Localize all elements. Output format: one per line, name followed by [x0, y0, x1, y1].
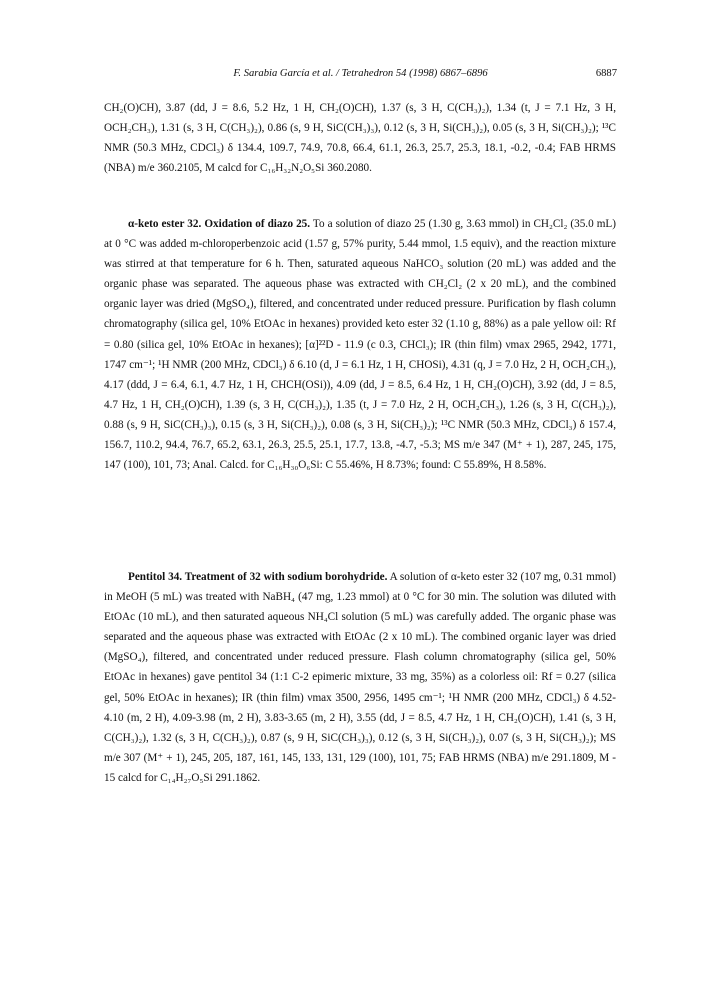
section-heading: Pentitol 34. Treatment of 32 with sodium borohydride. [128, 571, 388, 583]
section-heading: α-keto ester 32. Oxidation of diazo 25. [128, 218, 311, 230]
paragraph-nmr-continuation [104, 98, 616, 178]
paragraph-text: A solution of α-keto ester 32 (107 mg, 0.31 mmol) in MeOH (5 mL) was treated with NaBH₄ (47 mg, 1.23 mmol) at 0 °C for 30 min. The solution was diluted with EtOAc (10 mL), and then saturated aqueous NH₄Cl solution (5 mL) was carefully added. The organic phase was separated and the aqueous phase was extracted with EtOAc (2 x 10 mL). The combined organic layer was dried (MgSO₄), filtered, and concentrated under reduced pressure. Flash column chromatography (silica gel, 50% EtOAc in hexanes) gave pentitol 34 (1:1 C-2 epimeric mixture, 33 mg, 35%) as a colorless oil: Rf = 0.27 (silica gel, 50% EtOAc in hexanes); IR (thin film) νmax 3500, 2956, 1495 cm⁻¹; ¹H NMR (200 MHz, CDCl₃) δ 4.52-4.10 (m, 2 H), 4.09-3.98 (m, 2 H), 3.83-3.65 (m, 2 H), 3.55 (dd, J = 8.5, 4.7 Hz, 1 H, CH₂(O)CH), 1.41 (s, 3 H, C(CH₃)₂), 1.32 (s, 3 H, C(CH₃)₂), 0.87 (s, 9 H, SiC(CH₃)₃), 0.12 (s, 3 H, Si(CH₃)₂), 0.07 (s, 3 H, Si(CH₃)₂); MS m/e 307 (M⁺ + 1), 245, 205, 187, 161, 145, 133, 131, 129 (100), 101, 75; FAB HRMS (NBA) m/e 291.1809, M - 15 calcd for C₁₄H₂₇O₅Si 291.1862. [104, 571, 616, 784]
paragraph-text: CH₂(O)CH), 3.87 (dd, J = 8.6, 5.2 Hz, 1 H, CH₂(O)CH), 1.37 (s, 3 H, C(CH₃)₂), 1.34 (t, J = 7.1 Hz, 3 H, OCH₂CH₃), 1.31 (s, 3 H, C(CH₃)₂), 0.86 (s, 9 H, SiC(CH₃)₃), 0.12 (s, 3 H, Si(CH₃)₂), 0.05 (s, 3 H, Si(CH₃)₂); ¹³C NMR (50.3 MHz, CDCl₃) δ 134.4, 109.7, 74.9, 70.8, 66.4, 61.1, 26.3, 25.7, 25.3, 18.1, -0.2, -0.4; FAB HRMS (NBA) m/e 360.2105, M calcd for C₁₆H₃₂N₂O₅Si 360.2080. [104, 102, 616, 175]
paragraph-keto-ester-32 [104, 214, 616, 475]
paragraph-pentitol-34 [104, 567, 616, 788]
paragraph-text: To a solution of diazo 25 (1.30 g, 3.63 mmol) in CH₂Cl₂ (35.0 mL) at 0 °C was added m-chloroperbenzoic acid (1.57 g, 57% purity, 5.44 mmol, 1.5 equiv), and the reaction mixture was stirred at that temperature for 6 h. Then, saturated aqueous NaHCO₃ solution (20 mL) was added and the organic phase was separated. The aqueous phase was extracted with CH₂Cl₂ (2 x 20 mL), and the combined organic layer was dried (MgSO₄), filtered, and concentrated under reduced pressure. Purification by flash column chromatography (silica gel, 10% EtOAc in hexanes) provided keto ester 32 (1.10 g, 88%) as a pale yellow oil: Rf = 0.80 (silica gel, 10% EtOAc in hexanes); [α]²²D - 11.9 (c 0.3, CHCl₃); IR (thin film) νmax 2965, 2942, 1771, 1747 cm⁻¹; ¹H NMR (200 MHz, CDCl₃) δ 6.10 (d, J = 6.1 Hz, 1 H, CHOSi), 4.31 (q, J = 7.0 Hz, 2 H, OCH₂CH₃), 4.17 (ddd, J = 6.4, 6.1, 4.7 Hz, 1 H, CHCH(OSi)), 4.09 (dd, J = 8.5, 6.4 Hz, 1 H, CH₂(O)CH), 3.92 (dd, J = 8.5, 4.7 Hz, 1 H, CH₂(O)CH), 1.39 (s, 3 H, C(CH₃)₂), 1.35 (t, J = 7.0 Hz, 2 H, OCH₂CH₃), 1.26 (s, 3 H, C(CH₃)₂), 0.88 (s, 9 H, SiC(CH₃)₃), 0.15 (s, 3 H, Si(CH₃)₂), 0.08 (s, 3 H, Si(CH₃)₂); ¹³C NMR (50.3 MHz, CDCl₃) δ 157.4, 156.7, 110.2, 94.4, 76.7, 65.2, 63.1, 26.3, 25.5, 25.1, 17.7, 13.8, -4.7, -5.3; MS m/e 347 (M⁺ + 1), 287, 245, 175, 147 (100), 101, 73; Anal. Calcd. for C₁₆H₃₀O₆Si: C 55.46%, H 8.73%; found: C 55.89%, H 8.58%. [104, 218, 616, 472]
page-header [104, 68, 617, 84]
running-title: F. Sarabia García et al. / Tetrahedron 54 (1998) 6867–6896 [233, 68, 488, 79]
page-number: 6887 [595, 68, 617, 79]
